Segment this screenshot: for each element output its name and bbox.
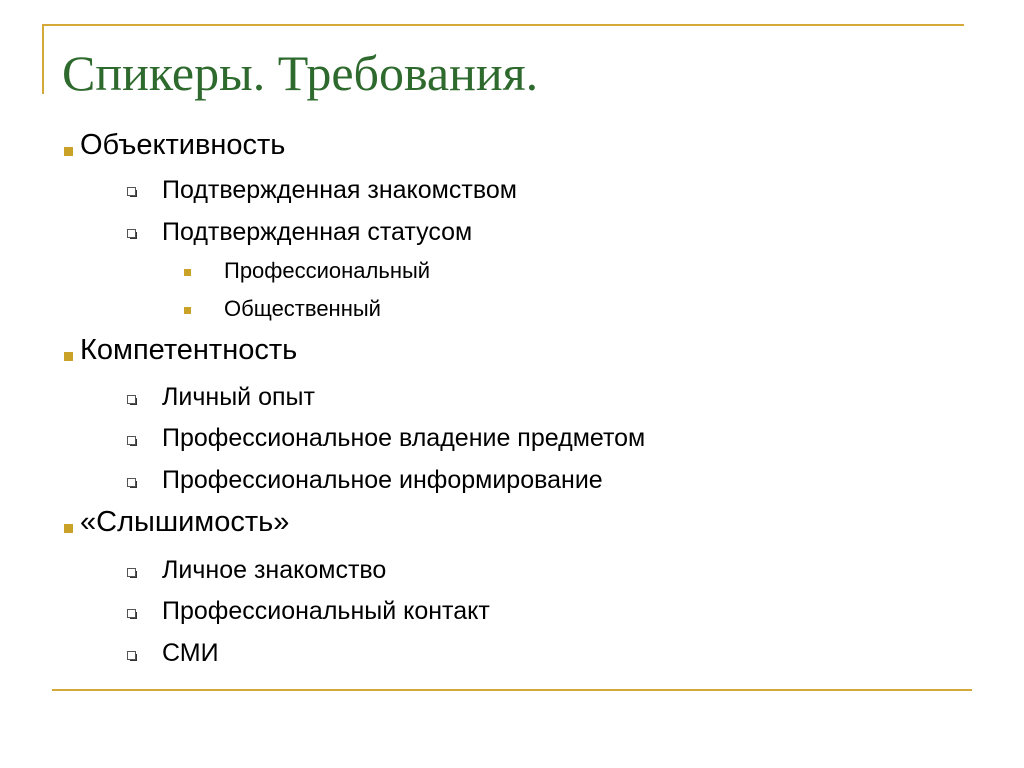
list-item: Профессиональное владение предметом [162, 424, 646, 452]
square-bullet-icon [64, 147, 73, 156]
checkbox-bullet-icon [127, 229, 136, 238]
section-objectivity: Объективность [80, 129, 286, 161]
square-bullet-icon [64, 352, 73, 361]
list-item: Подтвержденная статусом [162, 218, 473, 246]
section-competence: Компетентность [80, 334, 298, 366]
checkbox-bullet-icon [127, 568, 136, 577]
square-bullet-icon [64, 524, 73, 533]
list-subitem: Общественный [224, 296, 381, 321]
checkbox-bullet-icon [127, 436, 136, 445]
list-subitem: Профессиональный [224, 258, 431, 283]
checkbox-bullet-icon [127, 478, 136, 487]
list-item: Личное знакомство [162, 556, 387, 584]
list-item: Профессиональное информирование [162, 466, 603, 494]
square-bullet-icon [184, 307, 191, 314]
checkbox-bullet-icon [127, 609, 136, 618]
checkbox-bullet-icon [127, 395, 136, 404]
section-audibility: «Слышимость» [80, 506, 290, 538]
top-accent-line [42, 24, 964, 26]
list-item: Подтвержденная знакомством [162, 176, 517, 204]
list-item: Профессиональный контакт [162, 597, 490, 625]
list-item: СМИ [162, 639, 219, 667]
list-item: Личный опыт [162, 383, 315, 411]
left-accent-line [42, 24, 44, 94]
slide-title: Спикеры. Требования. [62, 45, 539, 101]
bottom-accent-line [52, 689, 972, 691]
checkbox-bullet-icon [127, 187, 136, 196]
square-bullet-icon [184, 269, 191, 276]
checkbox-bullet-icon [127, 651, 136, 660]
